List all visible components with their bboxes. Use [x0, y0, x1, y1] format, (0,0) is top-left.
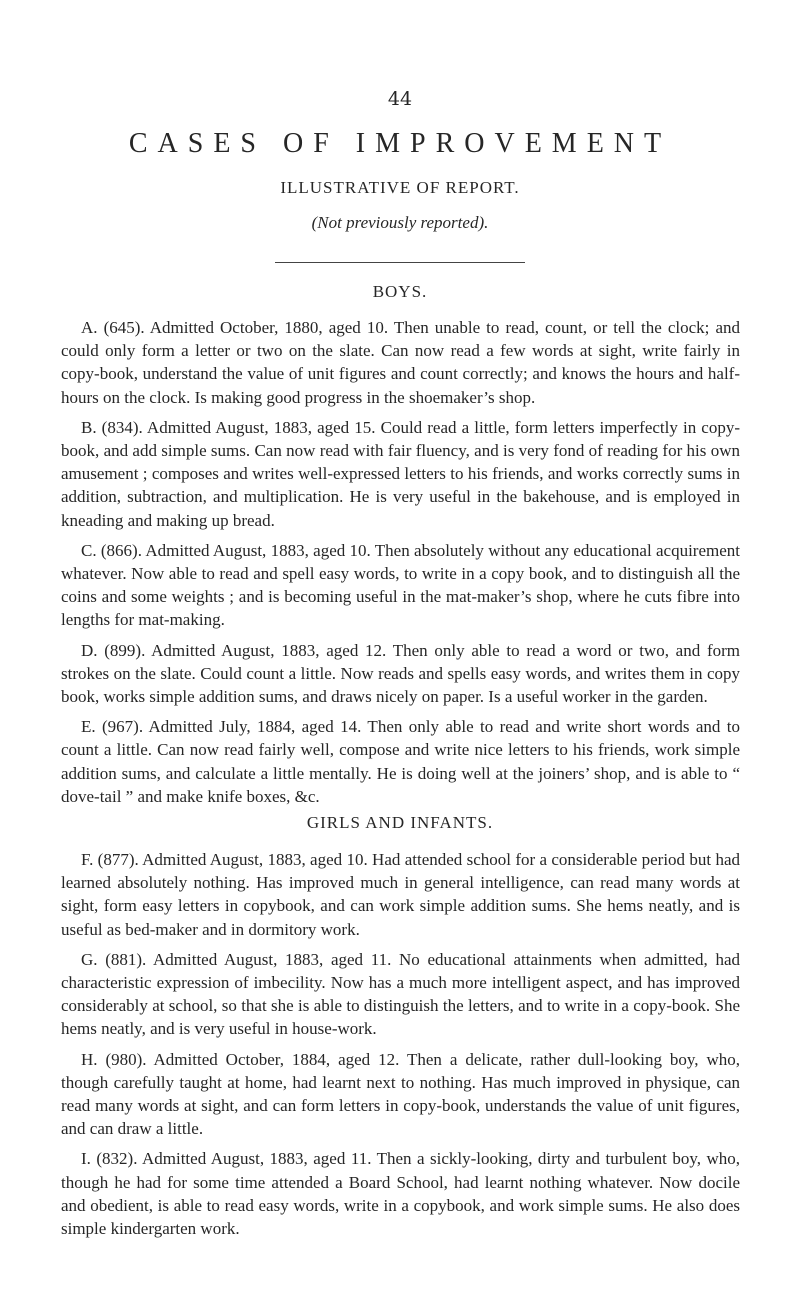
italic-note: (Not previously reported). — [311, 213, 489, 232]
case-entry-h: H. (980). Admitted October, 1884, aged 12. Then a delicate, rather dull-looking boy, who, though carefully taught at home, had learnt next to nothing. Has much improved in physique, can read many words at sight, and can form letters in copy-book, understands the value of unit figures, and can draw a little. — [61, 1049, 740, 1139]
section-heading-boys: BOYS. — [372, 282, 428, 301]
boys-entries — [61, 316, 740, 815]
case-entry-f: F. (877). Admitted August, 1883, aged 10. Had attended school for a considerable period but had learned absolutely nothing. Has improved much in general intelligence, can read many words at sight, form easy letters in copybook, and can work simple addition sums. She hems neatly, and is useful as bed-maker and in dormitory work. — [61, 850, 740, 939]
girls-infants-entries — [61, 848, 740, 1247]
page-title: CASES OF IMPROVEMENT — [128, 128, 672, 159]
case-entry-i: I. (832). Admitted August, 1883, aged 11. Then a sickly-looking, dirty and turbulent boy, who, though he had for some time attended a Board School, had learnt nothing whatever. Now docile and obedient, is able to read easy words, write in a copybook, and work simple sums. He also does simple kindergarten work. — [61, 1149, 740, 1239]
case-entry-a: A. (645). Admitted October, 1880, aged 10. Then unable to read, count, or tell the clock; and could only form a letter or two on the slate. Can now read a few words at sight, write fairly in copy-book, understand the value of unit figures and count correctly; and knows the hours and half-hours on the clock. Is making good progress in the shoemaker’s shop. — [61, 318, 740, 407]
page-subtitle: ILLUSTRATIVE OF REPORT. — [280, 178, 520, 197]
section-heading-girls-infants: GIRLS AND INFANTS. — [306, 813, 494, 832]
page-number: 44 — [387, 88, 413, 110]
case-entry-e: E. (967). Admitted July, 1884, aged 14. Then only able to read and write short words and to count a little. Can now read fairly well, compose and write nice letters to his friends, work simple addition sums, and calculate a little mentally. He is doing well at the joiners’ shop, and is able to “ dove-tail ” and make knife boxes, &c. — [61, 717, 740, 806]
case-entry-g: G. (881). Admitted August, 1883, aged 11. No educational attainments when admitted, had characteristic expression of imbecility. Now has a much more intelligent aspect, and has improved considerably at school, so that she is able to distinguish the letters, and to write in a copy-book. She hems neatly, and is very useful in house-work. — [61, 949, 740, 1039]
case-entry-c: C. (866). Admitted August, 1883, aged 10. Then absolutely without any educational acquirement whatever. Now able to read and spell easy words, to write in a copy book, and to distinguish all the coins and some weights ; and is becoming useful in the mat-maker’s shop, where he cuts fibre into lengths for mat-making. — [61, 540, 740, 630]
case-entry-b: B. (834). Admitted August, 1883, aged 15. Could read a little, form letters imperfectly in copy-book, and add simple sums. Can now read with fair fluency, and is very fond of reading for his own amusement ; composes and writes well-expressed letters to his friends, and works correctly sums in addition, subtraction, and multiplication. He is very useful in the bakehouse, and is employed in kneading and making up bread. — [61, 417, 740, 530]
divider-rule — [275, 262, 525, 263]
case-entry-d: D. (899). Admitted August, 1883, aged 12. Then only able to read a word or two, and form strokes on the slate. Could count a little. Now reads and spells easy words, and writes them in copy book, works simple addition sums, and draws nicely on paper. Is a useful worker in the garden. — [61, 640, 740, 707]
